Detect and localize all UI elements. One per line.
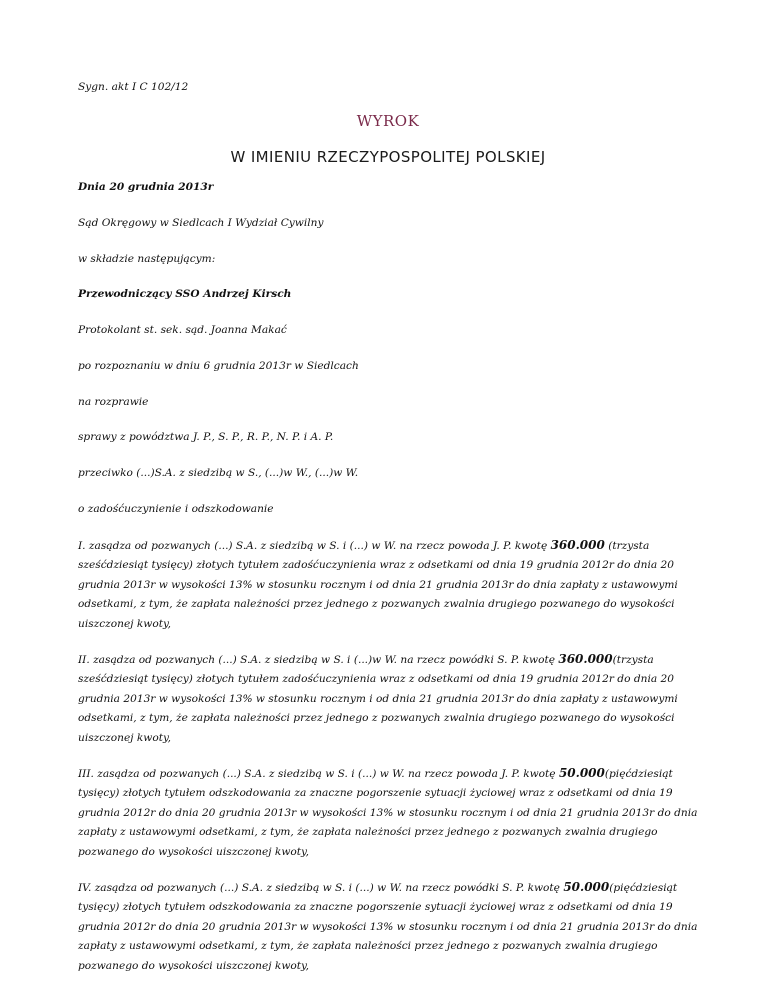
court-clerk: Protokolant st. sek. sąd. Joanna Makać xyxy=(78,324,287,336)
composition-label: w składzie następującym: xyxy=(78,253,216,265)
plaintiffs: sprawy z powództwa J. P., S. P., R. P., N. P. i A. P. xyxy=(78,431,334,443)
amount: 50.000 xyxy=(558,766,605,780)
case-signature: Sygn. akt I C 102/12 xyxy=(78,81,189,93)
judgment-heading: W IMIENIU RZECZYPOSPOLITEJ POLSKIEJ xyxy=(230,148,546,166)
hearing-date: po rozpoznaniu w dniu 6 grudnia 2013r w Siedlcach xyxy=(78,360,359,372)
ruling-item-1: I. zasądza od pozwanych (...) S.A. z siedzibą w S. i (...) w W. na rzecz powoda J. P. kwotę 360.000 (trzysta sześćdziesiąt tysięcy) złotych tytułem zadośćuczynienia wraz z odsetkami od dnia 19 grudnia 2012r do dnia 20 grudnia 2013r w wysokości 13% w stosunku rocznym i od dnia 21 grudnia 2013r do dnia zapłaty z ustawowymi odsetkami, z tym, że zapłata należności przez jednego z pozwanych zwalnia drugiego pozwanego do wysokości uiszczonej kwoty, xyxy=(78,538,678,630)
presiding-judge: Przewodniczący SSO Andrzej Kirsch xyxy=(78,288,292,300)
hearing-type: na rozprawie xyxy=(78,396,149,408)
ruling-item-2: II. zasądza od pozwanych (...) S.A. z siedzibą w S. i (...)w W. na rzecz powódki S. P. kwotę 360.000(trzysta sześćdziesiąt tysięcy) złotych tytułem zadośćuczynienia wraz z odsetkami od dnia 19 grudnia 2012r do dnia 20 grudnia 2013r w wysokości 13% w stosunku rocznym i od dnia 21 grudnia 2013r do dnia zapłaty z ustawowymi odsetkami, z tym, że zapłata należności przez jednego z pozwanych zwalnia drugiego pozwanego do wysokości uiszczonej kwoty, xyxy=(78,652,678,744)
ruling-item-3: III. zasądza od pozwanych (...) S.A. z siedzibą w S. i (...) w W. na rzecz powoda J. P. kwotę 50.000(pięćdziesiąt tysięcy) złotych tytułem odszkodowania za znaczne pogorszenie sytuacji życiowej wraz z odsetkami od dnia 19 grudnia 2012r do dnia 20 grudnia 2013r w wysokości 13% w stosunku rocznym i od dnia 21 grudnia 2013r do dnia zapłaty z ustawowymi odsetkami, z tym, że zapłata należności przez jednego z pozwanych zwalnia drugiego pozwanego do wysokości uiszczonej kwoty, xyxy=(78,766,698,858)
subject: o zadośćuczynienie i odszkodowanie xyxy=(78,503,274,515)
amount: 50.000 xyxy=(563,880,610,894)
ruling-item-4: IV. zasądza od pozwanych (...) S.A. z siedzibą w S. i (...) w W. na rzecz powódki S. P. kwotę 50.000(pięćdziesiąt tysięcy) złotych tytułem odszkodowania za znaczne pogorszenie sytuacji życiowej wraz z odsetkami od dnia 19 grudnia 2012r do dnia 20 grudnia 2013r w wysokości 13% w stosunku rocznym i od dnia 21 grudnia 2013r do dnia zapłaty z ustawowymi odsetkami, z tym, że zapłata należności przez jednego z pozwanych zwalnia drugiego pozwanego do wysokości uiszczonej kwoty, xyxy=(78,880,698,972)
judgment-date: Dnia 20 grudnia 2013r xyxy=(78,181,214,193)
judgment-title: WYROK xyxy=(356,112,420,130)
amount: 360.000 xyxy=(558,652,613,666)
defendants: przeciwko (...)S.A. z siedzibą w S., (...)w W., (...)w W. xyxy=(78,467,359,479)
court-name: Sąd Okręgowy w Siedlcach I Wydział Cywilny xyxy=(78,217,324,229)
amount: 360.000 xyxy=(550,538,605,552)
